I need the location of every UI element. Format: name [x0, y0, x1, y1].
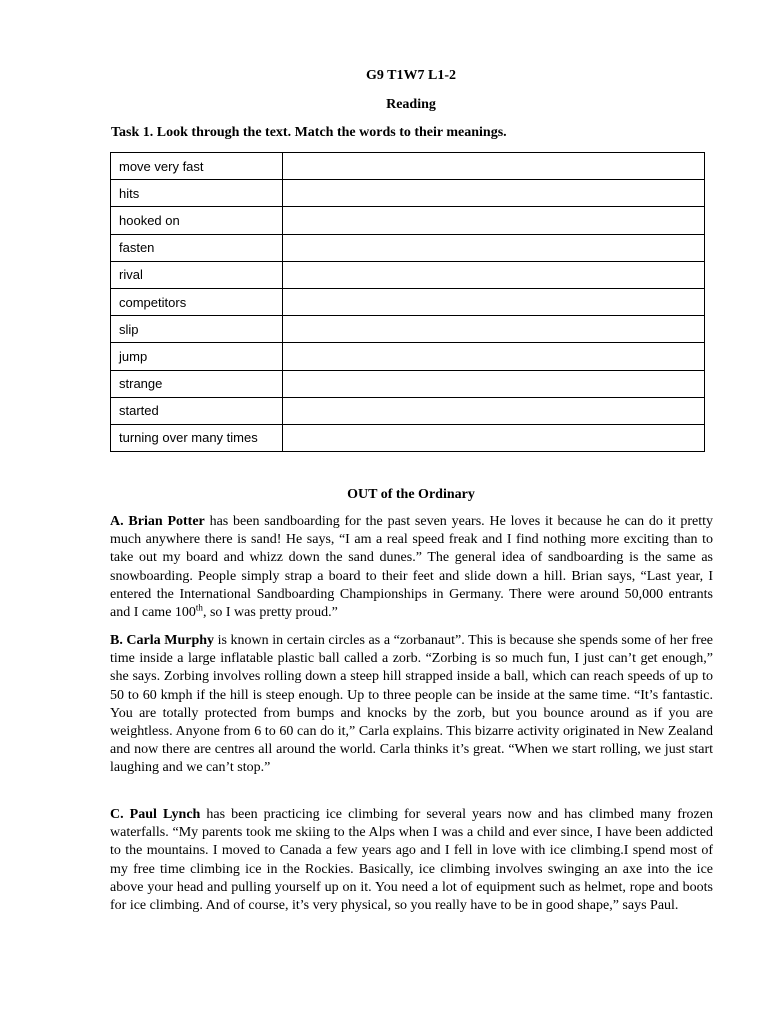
ordinal-suffix: th: [195, 602, 203, 613]
meaning-cell[interactable]: [283, 343, 705, 370]
matching-table: [110, 152, 705, 452]
word-cell: hits: [111, 180, 283, 207]
meaning-cell[interactable]: [283, 316, 705, 343]
table-row: [111, 180, 705, 207]
table-row: [111, 234, 705, 261]
paragraph-c-name: C. Paul Lynch: [110, 807, 201, 822]
table-row: [111, 424, 705, 451]
table-row: [111, 316, 705, 343]
paragraph-a-text-end: , so I was pretty proud.”: [202, 605, 338, 621]
word-cell: competitors: [111, 288, 283, 315]
section-title: Reading: [386, 97, 436, 112]
lesson-code: G9 T1W7 L1-2: [366, 68, 456, 83]
word-cell: jump: [111, 343, 283, 370]
word-cell: hooked on: [111, 207, 283, 234]
table-row: [111, 397, 705, 424]
word-cell: turning over many times: [111, 424, 283, 451]
paragraph-c-text: has been practicing ice climbing for several years now and has climbed many frozen waterfalls. “My parents took me skiing to the Alps when I was a child and ever since, I have been addicted to the mountains. I moved to Canada a few years ago and I fell in love with ice climbing.I spend most of my free time climbing ice in the Rockies. Basically, ice climbing involves swinging an axe into the ice above your head and pulling yourself up on it. You need a lot of equipment such as helmet, rope and boots for ice climbing. And of course, it’s very physical, so you really have to be in good shape,” says Paul.: [110, 807, 713, 914]
table-row: [111, 370, 705, 397]
paragraph-b-name: B. Carla Murphy: [110, 633, 215, 648]
table-row: [111, 343, 705, 370]
word-cell: slip: [111, 316, 283, 343]
paragraph-b: [110, 632, 713, 778]
table-row: [111, 153, 705, 180]
meaning-cell[interactable]: [283, 207, 705, 234]
task-instruction: Task 1. Look through the text. Match the words to their meanings.: [111, 125, 507, 140]
meaning-cell[interactable]: [283, 424, 705, 451]
paragraph-a-name: A. Brian Potter: [110, 514, 205, 529]
word-cell: strange: [111, 370, 283, 397]
table-row: [111, 261, 705, 288]
meaning-cell[interactable]: [283, 261, 705, 288]
meaning-cell[interactable]: [283, 370, 705, 397]
meaning-cell[interactable]: [283, 153, 705, 180]
meaning-cell[interactable]: [283, 288, 705, 315]
paragraph-b-text: is known in certain circles as a “zorbanaut”. This is because she spends some of her free time inside a large inflatable plastic ball called a zorb. “Zorbing is so much fun, I just can’t get enough,” she says. Zorbing involves rolling down a steep hill strapped inside a ball, which can reach speeds of up to 50 to 60 kmph if the hill is steep enough. Up to three people can be inside at the same time. “It’s fantastic. You are totally protected from bumps and knocks by the zorb, but you bounce around as if you are weightless. Anyone from 6 to 60 can do it,” Carla explains. This bizarre activity originated in New Zealand and now there are centres all around the world. Carla thinks it’s great. “When we start rolling, we just start laughing and we can’t stop.”: [110, 633, 713, 776]
word-cell: rival: [111, 261, 283, 288]
paragraph-c: [110, 806, 713, 915]
paragraph-a: [110, 513, 713, 622]
table-row: [111, 207, 705, 234]
word-cell: started: [111, 397, 283, 424]
word-cell: move very fast: [111, 153, 283, 180]
meaning-cell[interactable]: [283, 234, 705, 261]
story-title: OUT of the Ordinary: [347, 487, 475, 502]
table-row: [111, 288, 705, 315]
meaning-cell[interactable]: [283, 180, 705, 207]
word-cell: fasten: [111, 234, 283, 261]
meaning-cell[interactable]: [283, 397, 705, 424]
paragraph-a-text: has been sandboarding for the past seven years. He loves it because he can do it pretty much anywhere there is sand! He says, “I am a real speed freak and I find nothing more exciting than to take out my board and whizz down the sand dunes.” The general idea of sandboarding is the same as snowboarding. People simply strap a board to their feet and slide down a hill. Brian says, “Last year, I entered the International Sandboarding Championships in Germany. There were around 50,000 entrants and I came 100: [110, 514, 713, 621]
